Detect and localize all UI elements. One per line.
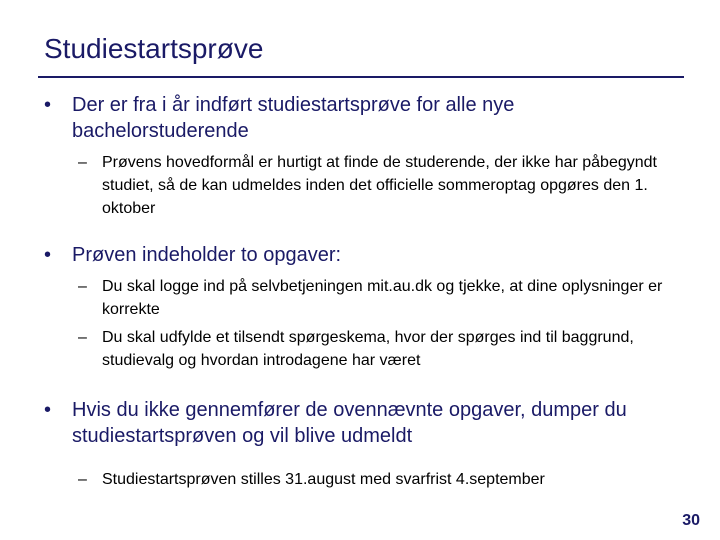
sub-bullet-item (78, 468, 688, 491)
bullet-mark: • (44, 399, 52, 421)
sub-bullet-item (78, 326, 688, 372)
bullet-item (44, 397, 692, 449)
sub-bullet-item (78, 151, 688, 220)
slide-title: Studiestartsprøve (44, 33, 264, 64)
sub-bullet-mark: – (78, 278, 87, 295)
page-number: 30 (682, 512, 700, 529)
sub-bullet-text: Du skal logge ind på selvbetjeningen mit.au.dk og tjekke, at dine oplysninger er korrekte (102, 278, 663, 318)
bullet-text: Der er fra i år indført studiestartsprøve for alle nye bachelorstuderende (72, 94, 515, 142)
sub-bullet-text: Studiestartsprøven stilles 31.august med svarfrist 4.september (102, 471, 545, 488)
bullet-mark: • (44, 94, 52, 116)
bullet-text: Prøven indeholder to opgaver: (72, 244, 342, 266)
sub-bullet-item (78, 275, 688, 321)
bullet-item (44, 242, 692, 268)
sub-bullet-mark: – (78, 154, 87, 171)
bullet-item (44, 92, 692, 144)
sub-bullet-mark: – (78, 329, 87, 346)
sub-bullet-text: Prøvens hovedformål er hurtigt at finde de studerende, der ikke har påbegyndt studiet, så de kan udmeldes inden det officielle sommeroptag opgøres den 1. oktober (102, 154, 657, 217)
bullet-mark: • (44, 244, 52, 266)
sub-bullet-mark: – (78, 471, 87, 488)
title-divider (38, 76, 684, 78)
bullet-text: Hvis du ikke gennemfører de ovennævnte opgaver, dumper du studiestartsprøven og vil blive udmeldt (72, 399, 627, 447)
sub-bullet-text: Du skal udfylde et tilsendt spørgeskema, hvor der spørges ind til baggrund, studievalg og hvordan introdagene har været (102, 329, 634, 369)
